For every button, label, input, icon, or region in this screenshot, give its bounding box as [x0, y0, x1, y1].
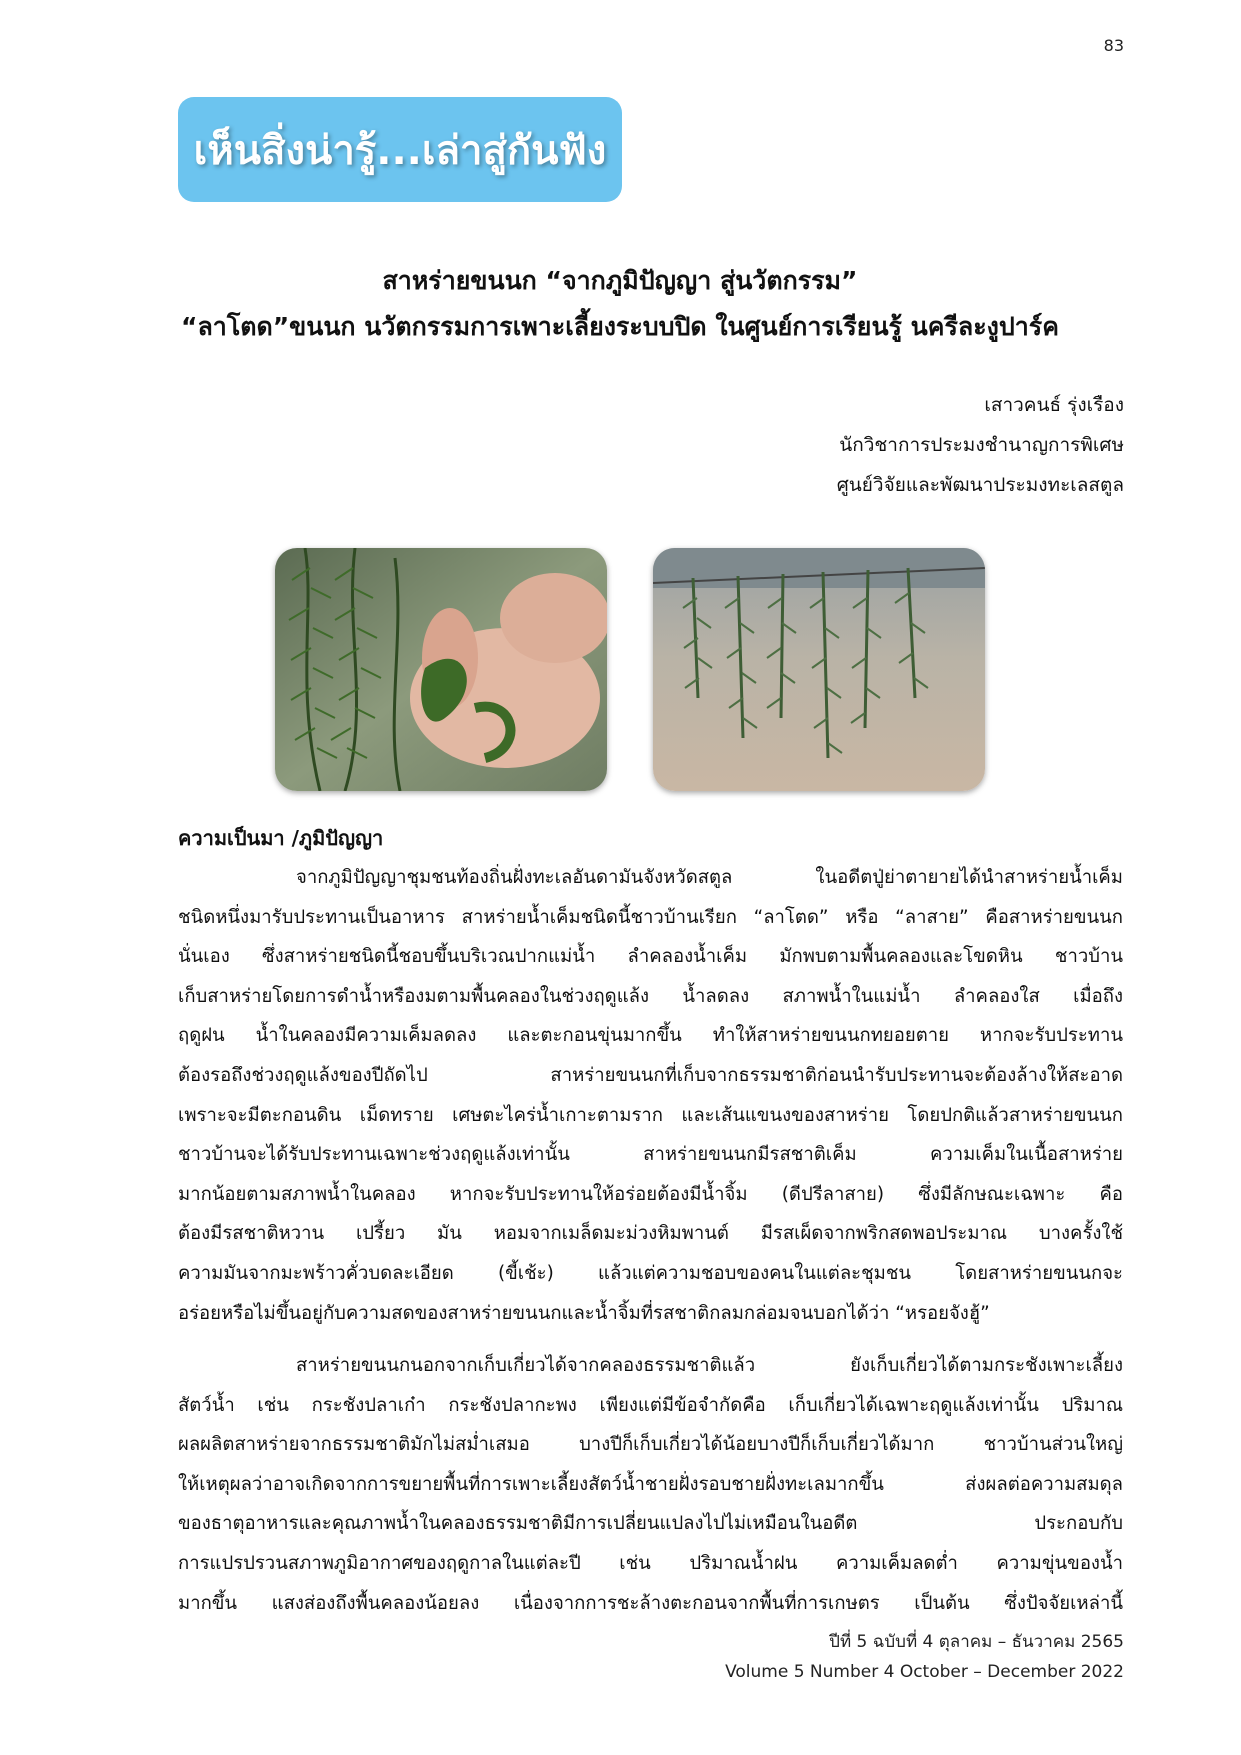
paragraph-line: เก็บสาหร่ายโดยการดำน้ำหรืองมตามพื้นคลองในช่วงฤดูแล้ง น้ำลดลง สภาพน้ำในแม่น้ำ ลำคลองใส เมื่อถึง — [178, 985, 1123, 1007]
section-heading: ความเป็นมา /ภูมิปัญญา — [178, 826, 384, 850]
paragraph-line: จากภูมิปัญญาชุมชนท้องถิ่นฝั่งทะเลอันดามันจังหวัดสตูล ในอดีตปู่ย่าตายายได้นำสาหร่ายน้ำเค็ม — [296, 867, 1123, 888]
paragraph-line: การแปรปรวนสภาพภูมิอากาศของฤดูกาลในแต่ละปี เช่น ปริมาณน้ำฝน ความเค็มลดต่ำ ความขุ่นของน้ำ — [178, 1552, 1123, 1574]
section-banner — [178, 97, 622, 202]
author-position: นักวิชาการประมงชำนาญการพิเศษ — [839, 434, 1124, 456]
footer-thai-issue: ปีที่ 5 ฉบับที่ 4 ตุลาคม – ธันวาคม 2565 — [829, 1632, 1124, 1652]
paragraph-line: สาหร่ายขนนกนอกจากเก็บเกี่ยวได้จากคลองธรรมชาติแล้ว ยังเก็บเกี่ยวได้ตามกระชังเพาะเลี้ยง — [296, 1355, 1123, 1376]
photo-seaweed-hanging — [653, 548, 985, 791]
page-number: 83 — [1103, 36, 1124, 55]
article-title — [150, 258, 1090, 350]
paragraph-line: อร่อยหรือไม่ขึ้นอยู่กับความสดของสาหร่ายขนนกและน้ำจิ้มที่รสชาติกลมกล่อมจนบอกได้ว่า “หรอยจังฮู้” — [178, 1302, 990, 1324]
paragraph-line: มากน้อยตามสภาพน้ำในคลอง หากจะรับประทานให้อร่อยต้องมีน้ำจิ้ม (ดีปรีลาสาย) ซึ่งมีลักษณะเฉพาะ คือ — [178, 1183, 1123, 1205]
footer — [725, 1627, 1124, 1687]
author-block — [837, 385, 1124, 505]
paragraph-line: ชนิดหนึ่งมารับประทานเป็นอาหาร สาหร่ายน้ำเค็มชนิดนี้ชาวบ้านเรียก “ลาโตด” หรือ “ลาสาย” คือสาหร่ายขนนก — [178, 906, 1123, 928]
paragraph-line: ความมันจากมะพร้าวคั่วบดละเอียด (ขี้เช้ะ) แล้วแต่ความชอบของคนในแต่ละชุมชน โดยสาหร่ายขนนกจะ — [178, 1262, 1123, 1284]
footer-english-issue: Volume 5 Number 4 October – December 2022 — [725, 1662, 1124, 1682]
banner-text: เห็นสิ่งน่ารู้...เล่าสู่กันฟัง — [193, 127, 607, 174]
photo-seaweed-in-hand — [275, 548, 607, 791]
paragraph-line: นั่นเอง ซึ่งสาหร่ายชนิดนี้ชอบขึ้นบริเวณปากแม่น้ำ ลำคลองน้ำเค็ม มักพบตามพื้นคลองและโขดหิน ชาวบ้าน — [178, 946, 1123, 968]
paragraph-line: สัตว์น้ำ เช่น กระชังปลาเก๋า กระชังปลากะพง เพียงแต่มีข้อจำกัดคือ เก็บเกี่ยวได้เฉพาะฤดูแล้งเท่านั้น ปริมาณ — [178, 1394, 1123, 1416]
author-affiliation: ศูนย์วิจัยและพัฒนาประมงทะเลสตูล — [836, 474, 1124, 496]
paragraph-line: ต้องมีรสชาติหวาน เปรี้ยว มัน หอมจากเมล็ดมะม่วงหิมพานต์ มีรสเผ็ดจากพริกสดพอประมาณ บางครั้งใช้ — [178, 1223, 1123, 1245]
paragraph-1 — [178, 858, 1123, 1333]
title-line-2: “ลาโตด”ขนนก นวัตกรรมการเพาะเลี้ยงระบบปิด ในศูนย์การเรียนรู้ นครีละงูปาร์ค — [181, 312, 1059, 341]
paragraph-2 — [178, 1346, 1123, 1623]
paragraph-line: ผลผลิตสาหร่ายจากธรรมชาติมักไม่สม่ำเสมอ บางปีก็เก็บเกี่ยวได้น้อยบางปีก็เก็บเกี่ยวได้มาก ชาวบ้านส่วนใหญ่ — [178, 1434, 1123, 1456]
paragraph-line: มากขึ้น แสงส่องถึงพื้นคลองน้อยลง เนื่องจากการชะล้างตะกอนจากพื้นที่การเกษตร เป็นต้น ซึ่งปัจจัยเหล่านี้ — [178, 1592, 1123, 1614]
paragraph-line: เพราะจะมีตะกอนดิน เม็ดทราย เศษตะไคร่น้ำเกาะตามราก และเส้นแขนงของสาหร่าย โดยปกติแล้วสาหร่ายขนนก — [178, 1104, 1123, 1126]
paragraph-line: ต้องรอถึงช่วงฤดูแล้งของปีถัดไป สาหร่ายขนนกที่เก็บจากธรรมชาติก่อนนำรับประทานจะต้องล้างให้สะอาด — [178, 1064, 1123, 1086]
paragraph-line: ของธาตุอาหารและคุณภาพน้ำในคลองธรรมชาติมีการเปลี่ยนแปลงไปไม่เหมือนในอดีต ประกอบกับ — [178, 1513, 1123, 1535]
title-line-1: สาหร่ายขนนก “จากภูมิปัญญา สู่นวัตกรรม” — [382, 266, 858, 295]
author-name: เสาวคนธ์ รุ่งเรือง — [984, 394, 1124, 416]
paragraph-line: ฤดูฝน น้ำในคลองมีความเค็มลดลง และตะกอนขุ่นมากขึ้น ทำให้สาหร่ายขนนกทยอยตาย หากจะรับประทาน — [178, 1025, 1123, 1047]
paragraph-line: ชาวบ้านจะได้รับประทานเฉพาะช่วงฤดูแล้งเท่านั้น สาหร่ายขนนกมีรสชาติเค็ม ความเค็มในเนื้อสาหร่าย — [178, 1144, 1123, 1166]
paragraph-line: ให้เหตุผลว่าอาจเกิดจากการขยายพื้นที่การเพาะเลี้ยงสัตว์น้ำชายฝั่งรอบชายฝั่งทะเลมากขึ้น ส่งผลต่อความสมดุล — [178, 1473, 1123, 1495]
